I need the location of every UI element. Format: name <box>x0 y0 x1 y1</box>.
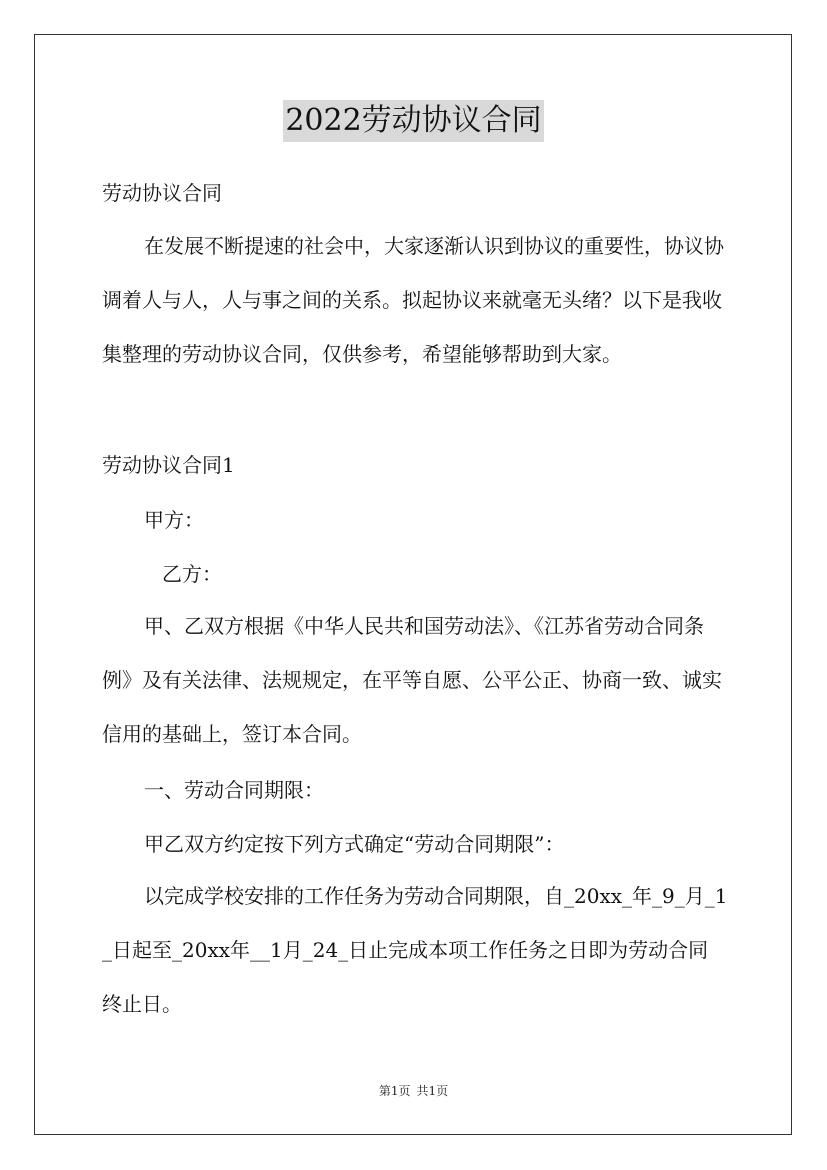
page-footer <box>0 1083 827 1099</box>
clause-1-title: 一、劳动合同期限： <box>144 778 324 802</box>
clause-1-intro: 甲乙双方约定按下列方式确定“劳动合同期限”： <box>144 832 565 856</box>
clause-1-body-text: 以完成学校安排的工作任务为劳动合同期限，自_20xx_年_9_月_1_日起至_20xx年__1月_24_日止完成本项工作任务之日即为劳动合同终止日。 <box>102 884 728 1016</box>
document-title: 2022劳动协议合同 <box>283 100 543 142</box>
party-a-label: 甲方： <box>144 508 204 532</box>
basis-paragraph <box>102 599 728 761</box>
intro-text: 在发展不断提速的社会中，大家逐渐认识到协议的重要性，协议协调着人与人，人与事之间的关系。拟起协议来就毫无头绪？以下是我收集整理的劳动协议合同，仅供参考，希望能够帮助到大家。 <box>102 234 724 366</box>
title-container <box>0 100 827 142</box>
clause-1-body <box>102 869 728 1031</box>
party-b-label: 乙方： <box>162 562 222 586</box>
intro-paragraph <box>102 219 728 381</box>
basis-text: 甲、乙双方根据《中华人民共和国劳动法》、《江苏省劳动合同条例》及有关法律、法规规定，在平等自愿、公平公正、协商一致、诚实信用的基础上，签订本合同。 <box>102 614 722 746</box>
document-heading: 劳动协议合同 <box>102 181 222 205</box>
section-title: 劳动协议合同1 <box>102 453 235 477</box>
page-number: 第1页 <box>378 1084 411 1098</box>
page-total: 共1页 <box>416 1084 449 1098</box>
